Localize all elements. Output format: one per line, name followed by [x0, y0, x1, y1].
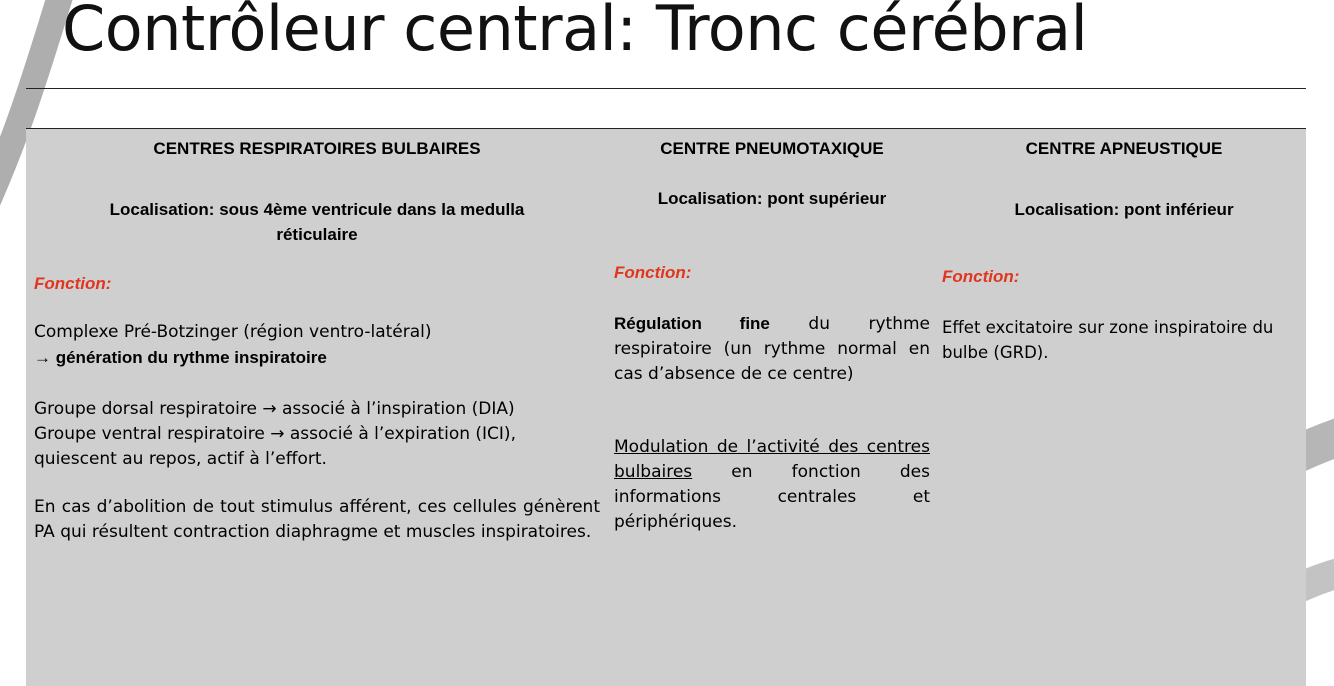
paragraph-pre-botzinger: [34, 320, 600, 371]
text-line: → génération du rythme inspiratoire: [34, 348, 327, 367]
paragraph-effet-excitatoire: Effet excitatoire sur zone inspiratoire du bulbe (GRD).: [942, 318, 1274, 362]
text-line: Groupe ventral respiratoire → associé à l’expiration (ICI),: [34, 424, 516, 444]
body-text: en fonction des informations centrales et périphériques.: [614, 462, 930, 532]
text-line: Complexe Pré-Botzinger (région ventro-latéral): [34, 322, 432, 342]
paragraph-abolition: En cas d’abolition de tout stimulus afférent, ces cellules génèrent PA qui résultent contraction diaphragme et muscles inspiratoires.: [34, 497, 600, 542]
fonction-label: Fonction:: [942, 267, 1020, 286]
localisation: [34, 197, 600, 247]
column-heading: CENTRE PNEUMOTAXIQUE: [660, 139, 884, 158]
column-heading: CENTRE APNEUSTIQUE: [1025, 139, 1223, 158]
emphasis-text: Régulation fine: [614, 314, 770, 333]
text-line: Groupe dorsal respiratoire → associé à l’inspiration (DIA): [34, 399, 515, 419]
fonction-label: Fonction:: [614, 263, 692, 282]
content-panel: [26, 129, 1306, 686]
body-text: du rythme respiratoire (un rythme normal en cas d’absence de ce centre): [614, 314, 930, 384]
slide-title: Contrôleur central: Tronc cérébral: [62, 0, 1088, 65]
fonction-label: Fonction:: [34, 274, 112, 293]
paragraph-modulation: [614, 435, 930, 535]
localisation-line: Localisation: sous 4ème ventricule dans la medulla: [109, 200, 525, 219]
title-rule: [26, 88, 1306, 89]
paragraph-regulation: [614, 311, 930, 387]
underlined-text: Modulation de l’activité des centres bulbaires: [614, 437, 930, 482]
paragraph-groupes-respiratoires: [34, 397, 600, 472]
localisation-line: réticulaire: [276, 225, 358, 244]
column-heading: CENTRES RESPIRATOIRES BULBAIRES: [153, 139, 481, 158]
localisation: Localisation: pont supérieur: [657, 189, 887, 208]
localisation: Localisation: pont inférieur: [1014, 200, 1234, 219]
text-line: quiescent au repos, actif à l’effort.: [34, 449, 327, 469]
